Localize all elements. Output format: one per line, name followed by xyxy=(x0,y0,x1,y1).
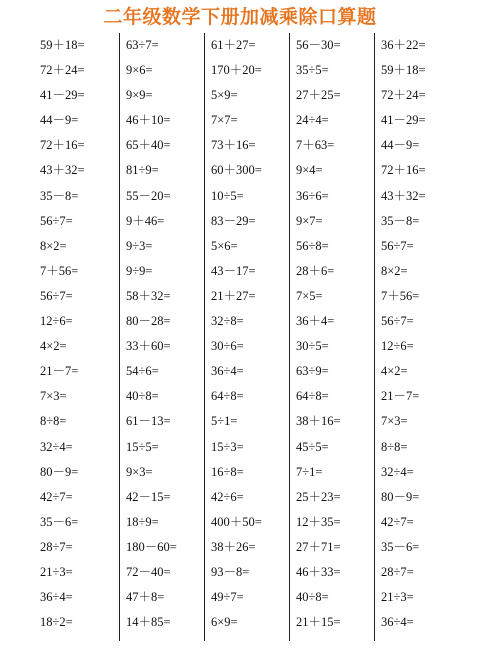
problem-column xyxy=(34,33,119,641)
math-problem: 5÷1= xyxy=(211,414,238,429)
math-problem: 15÷5= xyxy=(126,439,159,454)
math-problem: 33＋60= xyxy=(126,339,171,354)
math-problem: 35－6= xyxy=(381,539,420,554)
math-problem: 10÷5= xyxy=(211,188,244,203)
math-problem: 58＋32= xyxy=(126,288,171,303)
math-problem: 49÷7= xyxy=(211,590,244,605)
math-problem: 72＋16= xyxy=(381,163,426,178)
math-problem: 41－29= xyxy=(381,113,426,128)
math-problem: 56－30= xyxy=(296,38,341,52)
math-problem: 59＋18= xyxy=(381,63,426,78)
math-problem: 72＋24= xyxy=(40,63,85,78)
math-problem: 93－8= xyxy=(211,564,250,579)
problem-grid xyxy=(34,33,480,641)
math-problem: 21－7= xyxy=(381,389,420,404)
math-problem: 9÷3= xyxy=(126,238,153,253)
math-problem: 36÷4= xyxy=(40,590,73,605)
math-problem: 38＋26= xyxy=(211,539,256,554)
math-problem: 35－6= xyxy=(40,514,79,529)
math-problem: 15÷3= xyxy=(211,439,244,454)
math-problem: 8×2= xyxy=(40,238,67,253)
math-problem: 35－8= xyxy=(40,188,79,203)
math-problem: 56÷7= xyxy=(381,314,414,329)
math-problem: 28＋6= xyxy=(296,263,335,278)
math-problem: 56÷7= xyxy=(381,238,414,253)
math-problem: 170＋20= xyxy=(211,63,262,78)
math-problem: 21＋27= xyxy=(211,288,256,303)
math-problem: 36＋4= xyxy=(296,314,335,329)
math-problem: 9÷9= xyxy=(126,263,153,278)
problem-column xyxy=(204,33,289,641)
math-problem: 12÷6= xyxy=(40,314,73,329)
math-problem: 35÷5= xyxy=(296,63,329,78)
math-problem: 8×2= xyxy=(381,263,408,278)
math-problem: 180－60= xyxy=(126,539,177,554)
math-problem: 18÷2= xyxy=(40,615,73,630)
math-problem: 38＋16= xyxy=(296,414,341,429)
math-problem: 45÷5= xyxy=(296,439,329,454)
math-problem: 7＋56= xyxy=(40,263,79,278)
math-problem: 43－17= xyxy=(211,263,256,278)
math-problem: 72＋24= xyxy=(381,88,426,103)
math-problem: 7＋63= xyxy=(296,138,335,153)
math-problem: 41－29= xyxy=(40,88,85,103)
math-problem: 16÷8= xyxy=(211,464,244,479)
math-problem: 7＋56= xyxy=(381,288,420,303)
math-problem: 56÷7= xyxy=(40,213,73,228)
math-problem: 21＋15= xyxy=(296,615,341,630)
math-problem: 59＋18= xyxy=(40,38,85,52)
math-problem: 4×2= xyxy=(381,364,408,379)
math-problem: 44－9= xyxy=(40,113,79,128)
math-problem: 80－28= xyxy=(126,314,171,329)
math-problem: 63÷7= xyxy=(126,38,159,52)
math-problem: 27＋71= xyxy=(296,539,341,554)
math-problem: 60＋300= xyxy=(211,163,262,178)
math-problem: 7×3= xyxy=(40,389,67,404)
math-problem: 47＋8= xyxy=(126,590,165,605)
math-problem: 21÷3= xyxy=(381,590,414,605)
math-problem: 9×4= xyxy=(296,163,323,178)
math-problem: 9×7= xyxy=(296,213,323,228)
math-problem: 32÷4= xyxy=(381,464,414,479)
math-problem: 30÷5= xyxy=(296,339,329,354)
math-problem: 7×3= xyxy=(381,414,408,429)
math-problem: 32÷4= xyxy=(40,439,73,454)
math-problem: 9×6= xyxy=(126,63,153,78)
math-problem: 81÷9= xyxy=(126,163,159,178)
math-problem: 63÷9= xyxy=(296,364,329,379)
math-problem: 64÷8= xyxy=(296,389,329,404)
math-problem: 6×9= xyxy=(211,615,238,630)
math-problem: 36÷4= xyxy=(381,615,414,630)
math-problem: 42－15= xyxy=(126,489,171,504)
math-problem: 18÷9= xyxy=(126,514,159,529)
math-problem: 25＋23= xyxy=(296,489,341,504)
math-problem: 30÷6= xyxy=(211,339,244,354)
math-problem: 12÷6= xyxy=(381,339,414,354)
math-problem: 36÷4= xyxy=(211,364,244,379)
math-problem: 46＋33= xyxy=(296,564,341,579)
math-problem: 56÷7= xyxy=(40,288,73,303)
math-problem: 73＋16= xyxy=(211,138,256,153)
math-problem: 8÷8= xyxy=(381,439,408,454)
math-problem: 42÷7= xyxy=(381,514,414,529)
math-problem: 54÷6= xyxy=(126,364,159,379)
problem-column xyxy=(374,33,459,641)
math-problem: 7÷1= xyxy=(296,464,323,479)
math-problem: 80－9= xyxy=(40,464,79,479)
math-problem: 7×5= xyxy=(296,288,323,303)
math-problem: 24÷4= xyxy=(296,113,329,128)
math-problem: 36＋22= xyxy=(381,38,426,52)
math-problem: 83－29= xyxy=(211,213,256,228)
math-problem: 400＋50= xyxy=(211,514,262,529)
math-problem: 40÷8= xyxy=(126,389,159,404)
math-problem: 28÷7= xyxy=(381,564,414,579)
math-problem: 7×7= xyxy=(211,113,238,128)
math-problem: 40÷8= xyxy=(296,590,329,605)
math-problem: 72＋16= xyxy=(40,138,85,153)
math-problem: 42÷7= xyxy=(40,489,73,504)
math-problem: 46＋10= xyxy=(126,113,171,128)
math-problem: 61＋27= xyxy=(211,38,256,52)
problem-column xyxy=(289,33,374,641)
math-problem: 44－9= xyxy=(381,138,420,153)
math-problem: 12＋35= xyxy=(296,514,341,529)
math-problem: 32÷8= xyxy=(211,314,244,329)
math-problem: 27＋25= xyxy=(296,88,341,103)
math-problem: 5×9= xyxy=(211,88,238,103)
math-problem: 28÷7= xyxy=(40,539,73,554)
math-problem: 65＋40= xyxy=(126,138,171,153)
math-problem: 9×9= xyxy=(126,88,153,103)
math-problem: 55－20= xyxy=(126,188,171,203)
worksheet-title: 二年级数学下册加减乘除口算题 xyxy=(103,6,377,28)
math-problem: 8÷8= xyxy=(40,414,67,429)
math-problem: 9×3= xyxy=(126,464,153,479)
math-problem: 64÷8= xyxy=(211,389,244,404)
math-problem: 42÷6= xyxy=(211,489,244,504)
math-problem: 9＋46= xyxy=(126,213,165,228)
math-problem: 72－40= xyxy=(126,564,171,579)
math-problem: 80－9= xyxy=(381,489,420,504)
math-problem: 43＋32= xyxy=(381,188,426,203)
math-problem: 4×2= xyxy=(40,339,67,354)
math-problem: 5×6= xyxy=(211,238,238,253)
math-problem: 61－13= xyxy=(126,414,171,429)
math-problem: 56÷8= xyxy=(296,238,329,253)
math-problem: 43＋32= xyxy=(40,163,85,178)
problem-column xyxy=(119,33,204,641)
math-problem: 21÷3= xyxy=(40,564,73,579)
math-problem: 36÷6= xyxy=(296,188,329,203)
math-problem: 21－7= xyxy=(40,364,79,379)
math-problem: 14＋85= xyxy=(126,615,171,630)
math-problem: 35－8= xyxy=(381,213,420,228)
